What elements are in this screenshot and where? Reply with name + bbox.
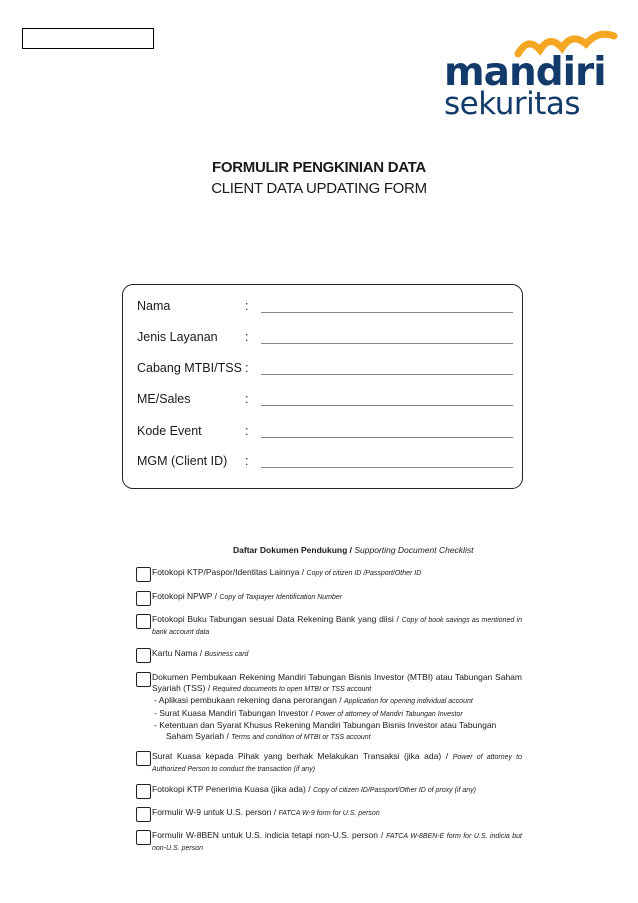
field-colon: :	[245, 361, 249, 375]
item-text-en: Power of attorney to Authorized Person to conduct the transaction (if any)	[152, 754, 522, 774]
item-text-en: Business card	[204, 651, 249, 658]
item-text-en: Copy of citizen ID /Passport/Other ID	[306, 570, 422, 577]
field-input-line[interactable]	[261, 343, 513, 344]
field-cabang[interactable]	[137, 361, 517, 381]
field-input-line[interactable]	[261, 374, 513, 375]
item-text-id: Fotokopi Buku Tabungan sesuai Data Rekening Bank yang diisi /	[152, 614, 399, 624]
item-text-en: FATCA W-8BEN-E form for U.S. indicia but non-U.S. person	[152, 833, 522, 853]
item-text-id: Fotokopi KTP/Paspor/Identitas Lainnya /	[152, 567, 305, 577]
item-text-id: Fotokopi KTP Penerima Kuasa (jika ada) /	[152, 784, 311, 794]
checklist-item-text	[152, 614, 522, 638]
sub-item-continuation	[152, 731, 522, 743]
checklist-title-id: Daftar Dokumen Pendukung /	[233, 545, 353, 555]
item-text-id: Formulir W-8BEN untuk U.S. indicia tetapi non-U.S. person /	[152, 830, 384, 840]
field-kode-event[interactable]	[137, 424, 517, 444]
checklist-item-text	[152, 751, 522, 775]
sub-item-text-en: Terms and condition of MTBI or TSS account	[231, 734, 371, 742]
item-text-en: Required documents to open MTBI or TSS account	[212, 686, 372, 694]
field-colon: :	[245, 330, 249, 344]
mandiri-sekuritas-logo	[440, 28, 620, 123]
checklist-item-text	[152, 648, 522, 660]
checklist-item-text	[152, 807, 522, 819]
sub-item-text-id: - Aplikasi pembukaan rekening dana perorangan /	[154, 695, 342, 706]
checklist-item-text	[152, 830, 522, 854]
checklist-item-text	[152, 591, 522, 603]
item-text-id: Formulir W-9 untuk U.S. person /	[152, 807, 277, 817]
field-colon: :	[245, 454, 249, 468]
sub-item-text-id: - Surat Kuasa Mandiri Tabungan Investor /	[154, 707, 314, 718]
field-colon: :	[245, 392, 249, 406]
field-colon: :	[245, 299, 249, 313]
field-label: ME/Sales	[137, 392, 191, 406]
item-text-id: Kartu Nama /	[152, 648, 203, 658]
logo-text-sekuritas: sekuritas	[444, 86, 581, 122]
reference-number-box[interactable]	[22, 28, 154, 49]
field-jenis-layanan[interactable]	[137, 330, 517, 350]
field-input-line[interactable]	[261, 405, 513, 406]
field-label: MGM (Client ID)	[137, 454, 228, 468]
form-subtitle: CLIENT DATA UPDATING FORM	[211, 180, 427, 197]
client-info-box	[122, 284, 523, 489]
field-mgm-client-id[interactable]	[137, 454, 517, 474]
form-title: FORMULIR PENGKINIAN DATA	[212, 159, 426, 176]
logo-text-mandiri: mandiri	[444, 50, 606, 95]
checkbox[interactable]	[136, 807, 151, 822]
field-label: Nama	[137, 299, 171, 313]
sub-item	[152, 695, 522, 707]
field-input-line[interactable]	[261, 467, 513, 468]
item-text-id: Fotokopi NPWP /	[152, 591, 218, 601]
field-input-line[interactable]	[261, 437, 513, 438]
checklist-item-text	[152, 567, 522, 579]
field-label: Kode Event	[137, 424, 202, 438]
field-nama[interactable]	[137, 299, 517, 319]
item-text-en: Copy of Taxpayer Identification Number	[219, 594, 343, 601]
field-label: Jenis Layanan	[137, 330, 218, 344]
sub-item-text-en: Power of attorney of Mandiri Tabungan Investor	[315, 710, 463, 718]
checklist-item-text	[152, 672, 522, 743]
item-text-id: Surat Kuasa kepada Pihak yang berhak Melakukan Transaksi (jika ada) /	[152, 751, 449, 761]
checkbox[interactable]	[136, 784, 151, 799]
checklist-title	[233, 545, 473, 555]
field-me-sales[interactable]	[137, 392, 517, 412]
sub-item	[152, 720, 522, 731]
field-input-line[interactable]	[261, 312, 513, 313]
checkbox[interactable]	[136, 614, 151, 629]
field-colon: :	[245, 424, 249, 438]
item-text-en: FATCA W-9 form for U.S. person	[278, 810, 380, 817]
checklist-item-text	[152, 784, 522, 796]
field-label: Cabang MTBI/TSS	[137, 361, 242, 375]
checkbox[interactable]	[136, 751, 151, 766]
checklist-title-en: Supporting Document Checklist	[354, 545, 474, 555]
checkbox[interactable]	[136, 672, 151, 687]
checkbox[interactable]	[136, 591, 151, 606]
checkbox[interactable]	[136, 648, 151, 663]
sub-item-text-id: - Ketentuan dan Syarat Khusus Rekening Mandiri Tabungan Bisnis Investor atau Tabungan	[154, 719, 497, 730]
sub-item-text-id: Saham Syariah /	[166, 731, 229, 742]
checkbox[interactable]	[136, 567, 151, 582]
item-text-en: Copy of citizen ID/Passport/Other ID of proxy (if any)	[312, 787, 476, 794]
item-text-en: Copy of book savings as mentioned in bank account data	[152, 617, 522, 637]
sub-item-text-en: Application for opening individual account	[343, 698, 473, 706]
sub-item	[152, 708, 522, 720]
checkbox[interactable]	[136, 830, 151, 845]
item-text-id: Dokumen Pembukaan Rekening Mandiri Tabungan Bisnis Investor (MTBI) atau Tabungan Saham Syariah (TSS) /	[152, 672, 522, 694]
